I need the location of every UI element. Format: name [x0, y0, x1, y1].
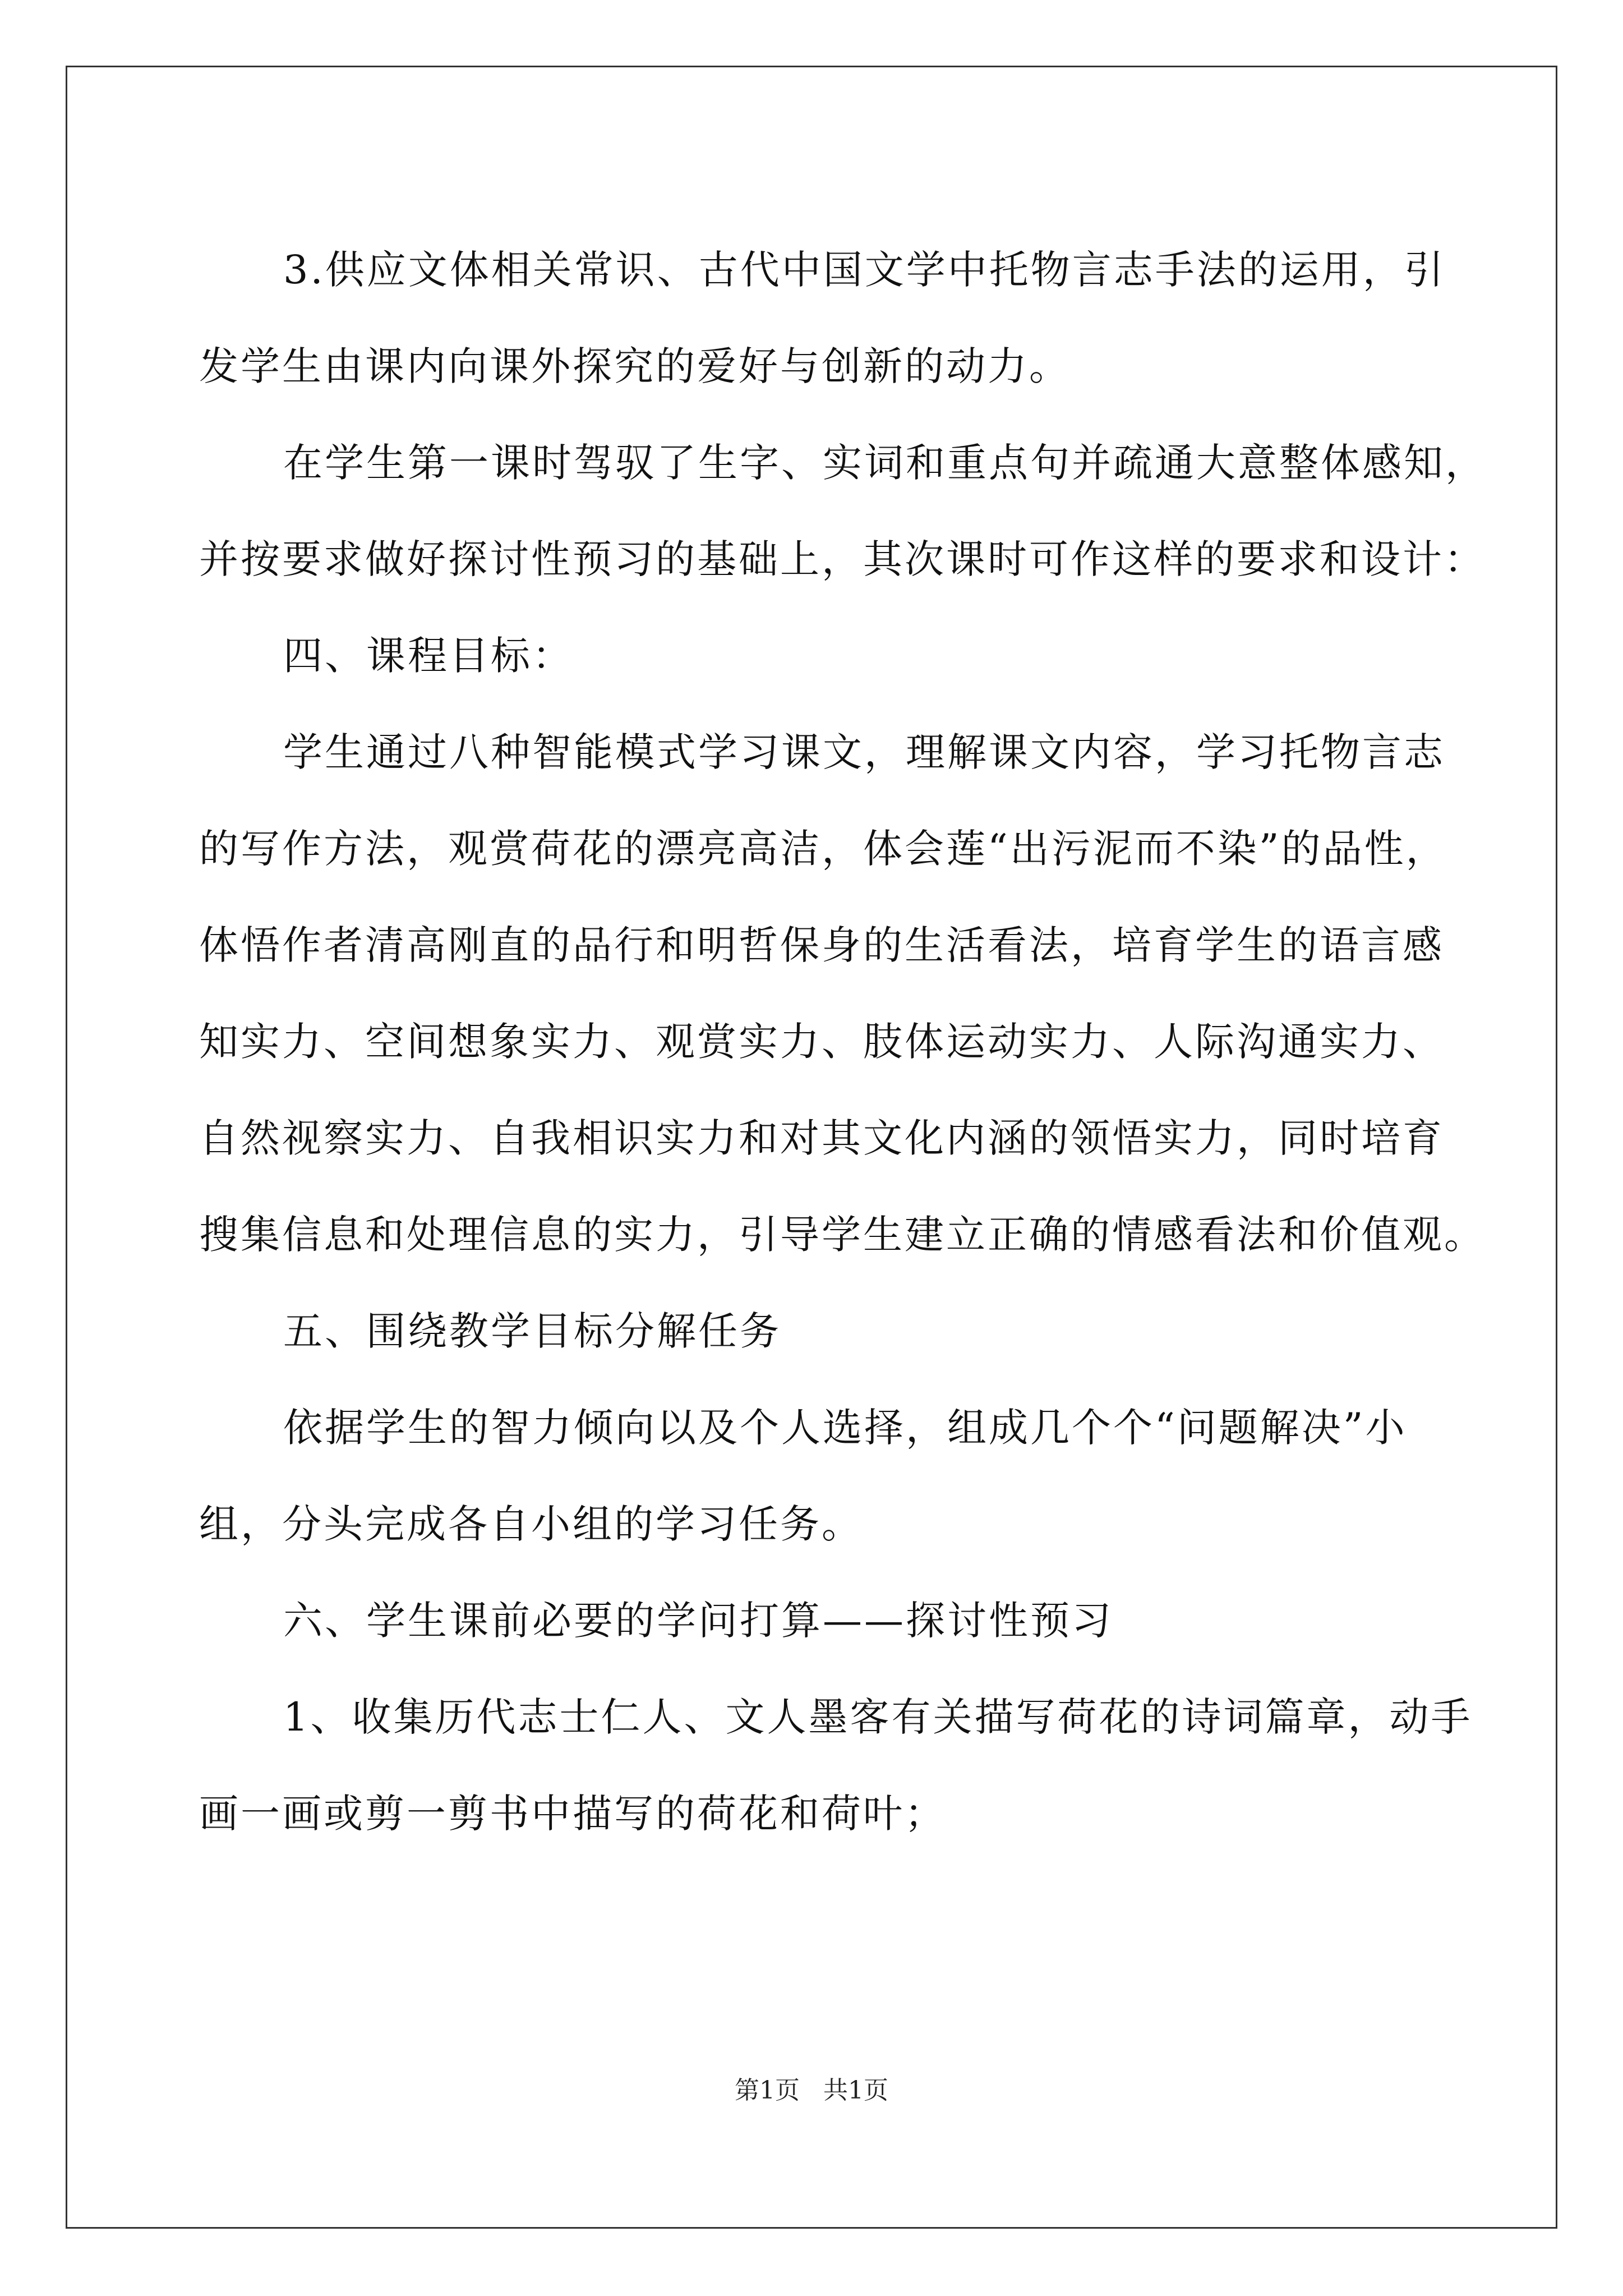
section-heading: [199, 1572, 1433, 1669]
text-line: 六、学生课前必要的学问打算——探讨性预习: [283, 1598, 1113, 1644]
text-line: 搜集信息和处理信息的实力，引导学生建立正确的情感看法和价值观。: [199, 1212, 1486, 1258]
section-heading: [199, 1283, 1433, 1379]
text-line: 的写作方法，观赏荷花的漂亮高洁，体会莲“出污泥而不染”的品性，: [199, 826, 1447, 872]
text-line: 组，分头完成各自小组的学习任务。: [199, 1501, 863, 1547]
paragraph: [199, 704, 1486, 1283]
text-line: 体悟作者清高刚直的品行和明哲保身的生活看法，培育学生的语言感: [199, 922, 1444, 968]
text-line: 在学生第一课时驾驭了生字、实词和重点句并疏通大意整体感知，: [283, 440, 1487, 486]
text-line: 1、收集历代志士仁人、文人墨客有关描写荷花的诗词篇章，动手: [283, 1694, 1473, 1740]
text-line: 3.供应文体相关常识、古代中国文学中托物言志手法的运用，引: [283, 247, 1446, 293]
text-line: 画一画或剪一剪书中描写的荷花和荷叶；: [199, 1791, 946, 1837]
paragraph: [199, 1379, 1433, 1572]
paragraph: [199, 415, 1487, 608]
text-line: 五、围绕教学目标分解任务: [283, 1308, 781, 1354]
text-line: 学生通过八种智能模式学习课文，理解课文内容，学习托物言志: [283, 729, 1445, 775]
text-line: 依据学生的智力倾向以及个人选择，组成几个个“问题解决”小: [283, 1405, 1407, 1451]
page-footer: [0, 2070, 1623, 2106]
paragraph: [199, 1669, 1473, 1862]
document-body: [199, 222, 1487, 1862]
section-heading: [199, 608, 1433, 704]
text-line: 自然视察实力、自我相识实力和对其文化内涵的领悟实力，同时培育: [199, 1115, 1444, 1161]
text-line: 发学生由课内向课外探究的爱好与创新的动力。: [199, 343, 1071, 389]
text-line: 并按要求做好探讨性预习的基础上，其次课时可作这样的要求和设计：: [199, 536, 1486, 582]
text-line: 知实力、空间想象实力、观赏实力、肢体运动实力、人际沟通实力、: [199, 1019, 1444, 1065]
page-number: 第1页: [735, 2076, 800, 2105]
paragraph: [199, 222, 1446, 415]
page-total: 共1页: [823, 2076, 888, 2105]
text-line: 四、课程目标：: [283, 633, 574, 679]
